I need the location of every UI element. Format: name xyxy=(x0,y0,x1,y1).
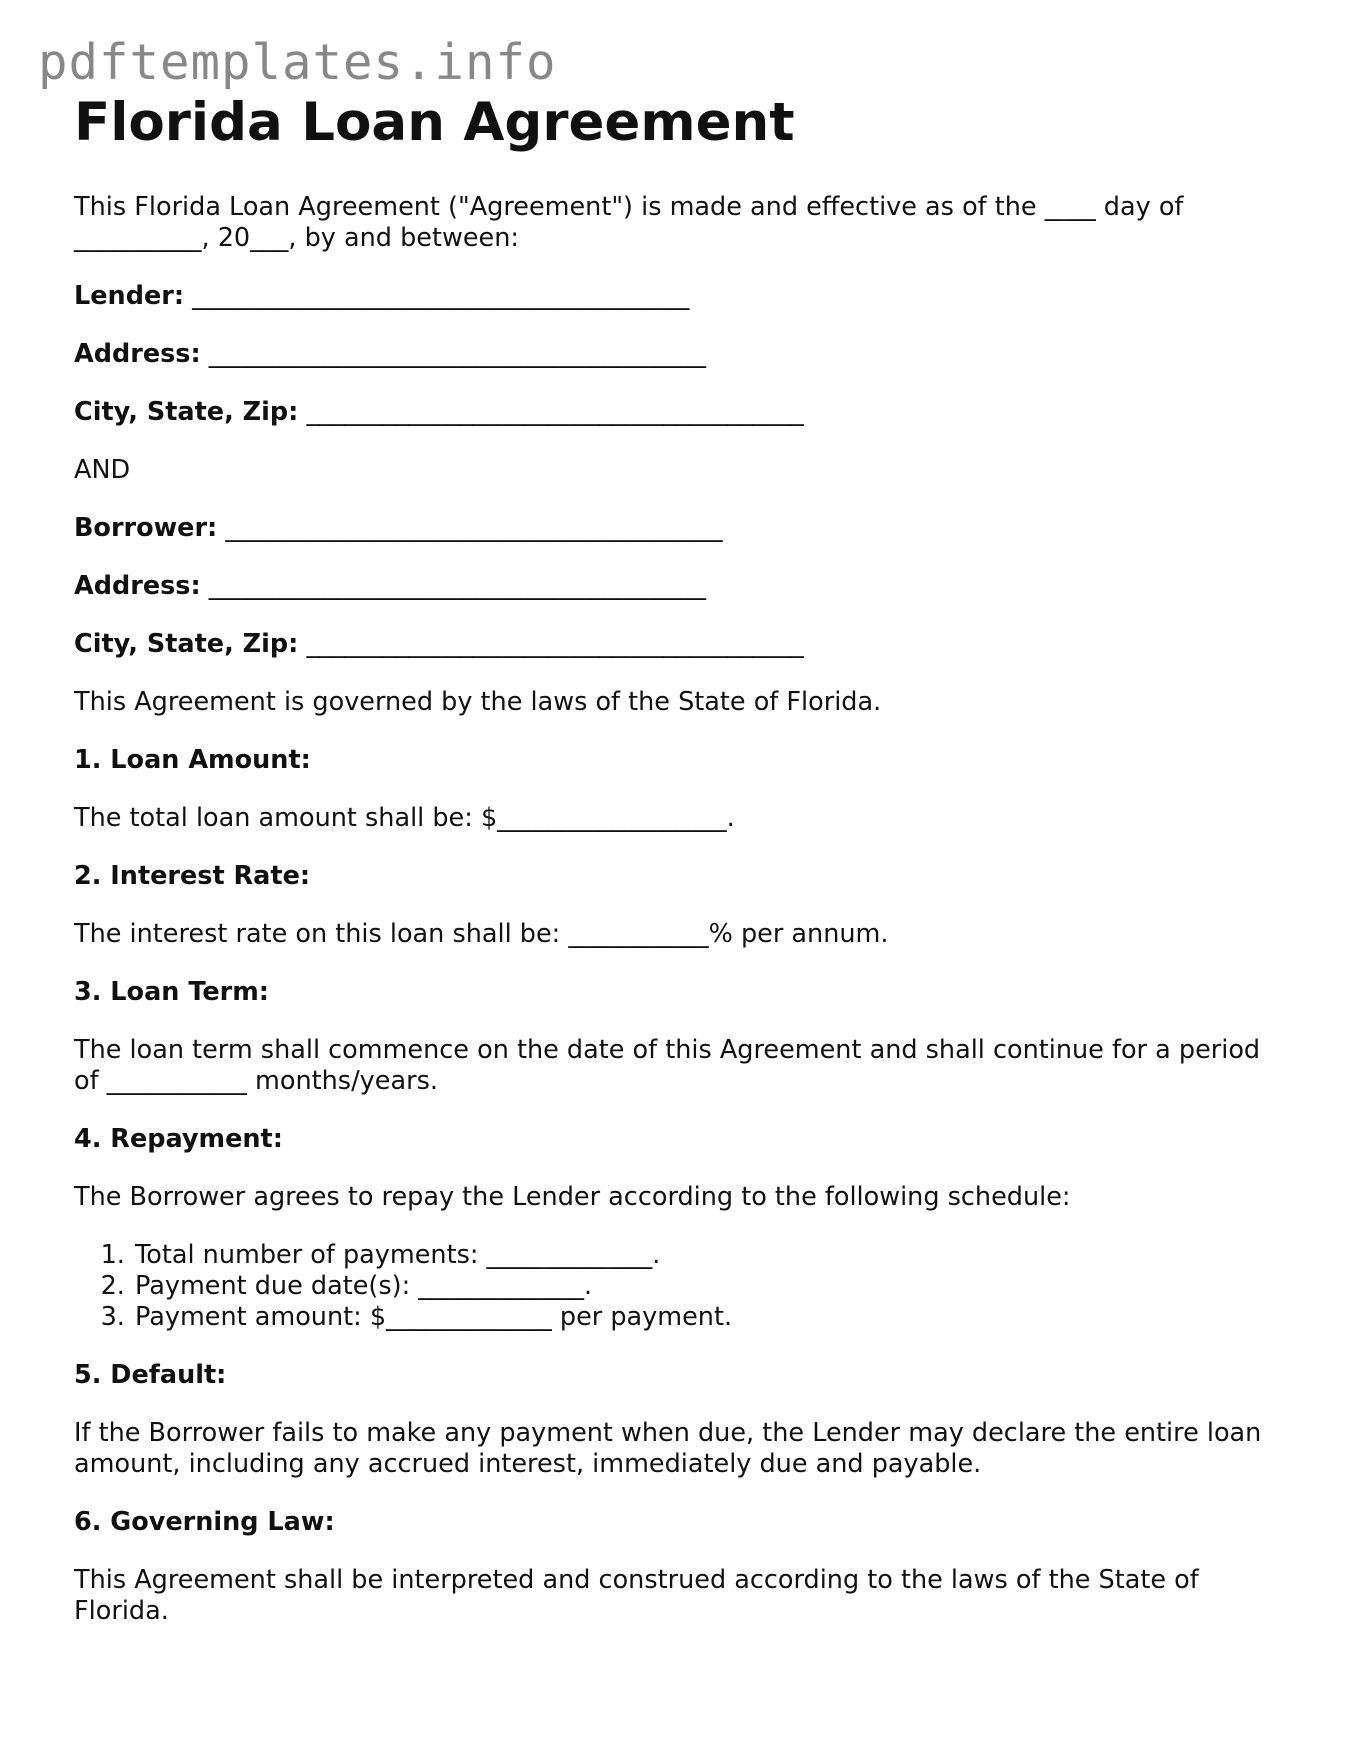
intro-paragraph: This Florida Loan Agreement ("Agreement") is made and effective as of the ____ day of __________, 20___, by and between: xyxy=(74,192,1184,253)
lender-city-label: City, State, Zip: xyxy=(74,397,299,427)
lender-name-blank[interactable]: _______________________________________ xyxy=(192,281,690,311)
loan-term-text: The loan term shall commence on the date of this Agreement and shall continue for a period of ___________ months/years. xyxy=(74,1035,1261,1096)
borrower-name-label: Borrower: xyxy=(74,513,218,543)
list-item: 3. Payment amount: $_____________ per payment. xyxy=(133,1302,1274,1333)
watermark: pdftemplates.info xyxy=(38,34,557,91)
lender-city-blank[interactable]: _______________________________________ xyxy=(306,397,804,427)
lender-name-label: Lender: xyxy=(74,281,185,311)
governing-law-text: This Agreement shall be interpreted and construed according to the laws of the State of Florida. xyxy=(74,1565,1199,1626)
borrower-name-line xyxy=(74,513,1274,544)
document-page xyxy=(74,92,1274,1654)
loan-amount-heading: 1. Loan Amount: xyxy=(74,745,311,775)
governing-law-heading: 6. Governing Law: xyxy=(74,1507,335,1537)
lender-name-line xyxy=(74,281,1274,312)
interest-rate-heading: 2. Interest Rate: xyxy=(74,861,311,891)
interest-rate-text: The interest rate on this loan shall be: ___________% per annum. xyxy=(74,919,889,949)
borrower-address-label: Address: xyxy=(74,571,201,601)
borrower-city-blank[interactable]: _______________________________________ xyxy=(306,629,804,659)
borrower-city-label: City, State, Zip: xyxy=(74,629,299,659)
document-title: Florida Loan Agreement xyxy=(74,92,795,153)
list-item: 2. Payment due date(s): _____________. xyxy=(133,1271,1274,1302)
lender-address-line xyxy=(74,339,1274,370)
loan-amount-text: The total loan amount shall be: $__________________. xyxy=(74,803,735,833)
lender-city-line xyxy=(74,397,1274,428)
default-text: If the Borrower fails to make any payment when due, the Lender may declare the entire loan amount, including any accrued interest, immediately due and payable. xyxy=(74,1418,1262,1479)
default-heading: 5. Default: xyxy=(74,1360,227,1390)
borrower-name-blank[interactable]: _______________________________________ xyxy=(225,513,723,543)
lender-address-label: Address: xyxy=(74,339,201,369)
repayment-text: The Borrower agrees to repay the Lender according to the following schedule: xyxy=(74,1182,1071,1212)
governed-paragraph: This Agreement is governed by the laws of the State of Florida. xyxy=(74,687,882,717)
loan-term-heading: 3. Loan Term: xyxy=(74,977,269,1007)
and-separator: AND xyxy=(74,455,131,485)
borrower-address-line xyxy=(74,571,1274,602)
borrower-address-blank[interactable]: _______________________________________ xyxy=(208,571,707,601)
list-item: 1. Total number of payments: _____________. xyxy=(133,1240,1274,1271)
repayment-schedule-list xyxy=(74,1240,1274,1333)
repayment-heading: 4. Repayment: xyxy=(74,1124,283,1154)
borrower-city-line xyxy=(74,629,1274,660)
lender-address-blank[interactable]: _______________________________________ xyxy=(208,339,707,369)
